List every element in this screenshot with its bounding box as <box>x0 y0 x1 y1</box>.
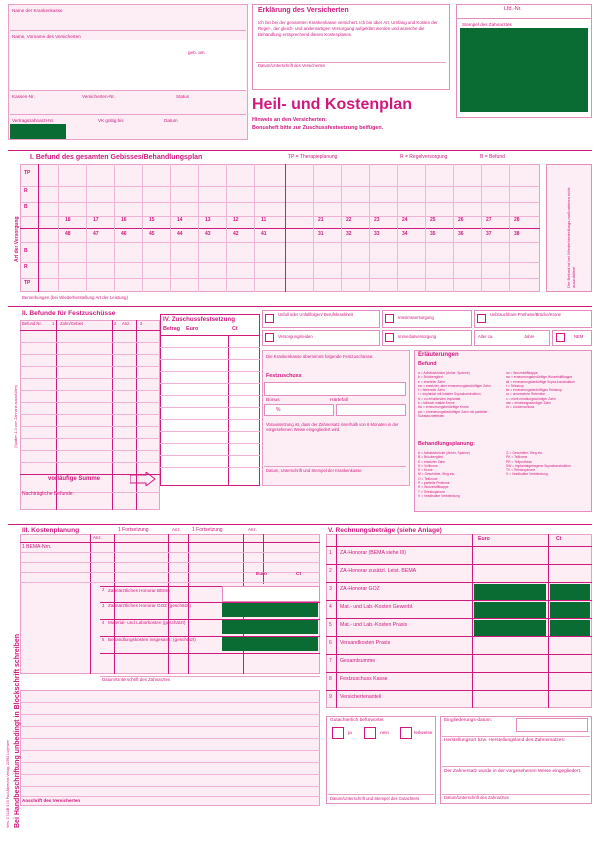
section2-side-note: (Spalten 1-3 vom Zahnarzt auszufüllen) <box>14 385 18 448</box>
section3-row-label-4: Material- und Laborkosten (geschätzt) <box>108 620 186 625</box>
erl-item: sw = erneuerungsbedürftige Wurzelstiftkappe <box>506 375 573 380</box>
section3-fortsetzung-2: 1 Fortsetzung <box>192 527 223 533</box>
vorlaeufige-summe-label: vorläufige Summe <box>48 476 101 482</box>
erlaeuterungen-title: Erläuterungen <box>418 352 459 358</box>
tooth-21: 21 <box>318 217 324 223</box>
lfd-nr-label: Lfd.-Nr. <box>504 6 522 12</box>
row-label: Mat.- und Lab.-Kosten Praxis <box>340 622 408 628</box>
row-value-green[interactable] <box>474 602 546 618</box>
erl-item: e = ersetzter Zahn <box>418 379 445 384</box>
tooth-36: 36 <box>458 231 464 237</box>
erl-item: tw = erneuerungsbedürftiges Teleskop <box>506 388 562 393</box>
erklaerung-text: Ich bin bei der genannten Krankenkasse versichert. Ich bin über Art, Umfang und Kosten der Regel-, der gleich- und andersartigen Versorgung aufgeklärt worden und wünsche die Behandlung entsprechend dieses Kostenplanes. <box>258 20 438 37</box>
section2-col-anz: Anz. <box>122 321 131 326</box>
tooth-28: 28 <box>514 217 520 223</box>
row-value-green[interactable] <box>474 584 546 600</box>
section3-signature: Datum/Unterschrift des Zahnarztes <box>102 677 171 682</box>
erl-item: O = Teilkrone <box>418 476 438 481</box>
versorgungsleiden-checkbox[interactable] <box>265 333 274 342</box>
status-label: Status <box>176 94 190 99</box>
nem-label: NEM <box>574 334 584 339</box>
versicherten-nr-label: Versicherten-Nr. <box>82 94 115 99</box>
row-label-tp-2: TP <box>24 280 31 286</box>
tooth-15: 15 <box>149 217 155 223</box>
tooth-14: 14 <box>177 217 183 223</box>
section4-ct: Ct <box>232 326 238 332</box>
section4-title: IV. Zuschussfestsetzung <box>163 316 235 323</box>
vendor-note: Vers. Z 311/B 5.05 Paul Albrechts Verlag, 22952 Lütjensee <box>6 740 10 828</box>
section4-betrag: Betrag <box>163 326 181 332</box>
erl-item: M = Geschiebe, Steg etc. <box>418 472 456 477</box>
erl-item: E = ersetzter Zahn <box>418 459 446 464</box>
immediat-checkbox[interactable] <box>385 333 394 342</box>
erl-befund-left <box>418 371 502 418</box>
erl-item: B = Brückenglied <box>418 455 444 460</box>
section3-anz-0: Anz. <box>93 535 102 540</box>
tooth-45: 45 <box>149 231 155 237</box>
erl-item: i = Implantat mit intakter Suprakonstruktion <box>418 392 481 397</box>
row-ct-green[interactable] <box>550 584 590 600</box>
unbrauchbar-label: Unbrauchbare Prothese/Brücke/Krone <box>490 312 561 317</box>
section3-ct: Ct <box>296 572 302 577</box>
nachtraegliche-label: Nachträgliche Befunde: <box>22 491 74 497</box>
tooth-25: 25 <box>430 217 436 223</box>
section5-ct: Ct <box>556 536 562 542</box>
geb-am-label: geb. am <box>188 50 205 55</box>
divider-3 <box>10 114 246 115</box>
row-label-r-1: R <box>24 188 28 194</box>
anschrift-block[interactable] <box>20 690 320 806</box>
section2-col-zahn: Zahn/Gebiet <box>60 321 84 326</box>
row-no: 1 <box>329 550 332 556</box>
interims-checkbox[interactable] <box>385 314 394 323</box>
kassen-nr-label: Kassen-Nr. <box>12 94 35 99</box>
tooth-33: 33 <box>374 231 380 237</box>
erl-item: ew = ersetzter, aber erneuerungsbedürftiger Zahn <box>418 383 491 388</box>
section5-euro: Euro <box>478 536 490 542</box>
section3-row-label-5: Behandlungskosten insgesamt: (geschätzt) <box>108 637 196 642</box>
erklaerung-title: Erklärung des Versicherten <box>258 7 349 14</box>
section3-value-3[interactable] <box>222 603 318 617</box>
tooth-17: 17 <box>93 217 99 223</box>
tooth-26: 26 <box>458 217 464 223</box>
tooth-12: 12 <box>233 217 239 223</box>
erl-item: a = Adhäsivbrücke (Anker, Spanne) <box>418 371 470 375</box>
erl-item: SW = implantatgetragene Suprakonstruktion <box>506 463 571 468</box>
section1-side-label: Art der Versorgung <box>14 216 20 262</box>
legend-b: B = Befund <box>480 154 505 160</box>
tooth-41: 41 <box>261 231 267 237</box>
jahre-label: Jahre <box>524 334 535 339</box>
erl-behandlung-left <box>418 451 502 498</box>
herstellungsort-label: Herstellungsort bzw. Herstellungsland des Zahnersatzes: <box>444 738 566 743</box>
section1-top-rule <box>8 150 592 151</box>
row-no: 2 <box>329 568 332 574</box>
erl-item: TV = Teleskopkrone <box>506 468 536 473</box>
erl-item: sk = erneuerungsbedürftige Supra-konstruktion <box>506 379 575 384</box>
herstellungsort-field[interactable] <box>442 754 590 766</box>
vorgesehen-label: Der Zahnersatz wurde in der vorgesehenen Weise eingegliedert. <box>444 769 582 774</box>
row-no: 7 <box>329 658 332 664</box>
erl-item: T = Teleskopkrone <box>418 489 445 494</box>
erl-item: ür = Lückenschluss <box>506 405 535 410</box>
row-label: ZA-Honorar zusätzl. Leist. BEMA <box>340 568 417 574</box>
row-no: 9 <box>329 694 332 700</box>
erl-item: f = fehlender Zahn <box>418 388 445 393</box>
festzuschuss-label: Festzuschuss <box>266 373 302 379</box>
section3-fortsetzung-1: 1 Fortsetzung <box>118 527 149 533</box>
legend-tp: TP = Therapieplanung <box>288 154 338 160</box>
erl-item: t = Teleskop <box>506 383 524 388</box>
row-label-tp-1: TP <box>24 170 31 176</box>
row-label-b-1: B <box>24 204 28 210</box>
erl-befund-right <box>506 371 590 410</box>
row-label: Mat.- und Lab.-Kosten Gewerbl. <box>340 604 414 610</box>
erl-behandlung-right <box>506 451 590 477</box>
section3-title: III. Kostenplanung <box>22 527 80 534</box>
row-label: Gesamtsumme <box>340 658 376 664</box>
row-value-green[interactable] <box>474 620 546 636</box>
section2-title: II. Befunde für Festzuschüsse <box>22 310 116 317</box>
section1-remarks-label: Bemerkungen (bei Wiederherstellung Art der Leistung) <box>22 295 128 300</box>
vk-gueltig-label: VK gültig bis <box>98 118 124 123</box>
tooth-11: 11 <box>261 217 267 223</box>
divider-2 <box>10 90 246 91</box>
section4-block <box>160 314 260 486</box>
tooth-32: 32 <box>346 231 352 237</box>
legend-r: R = Regelversorgung <box>400 154 448 160</box>
divider <box>10 30 246 31</box>
section3-value-5[interactable] <box>222 637 318 651</box>
zuschuss-signature: Datum, Unterschrift und Stempel der Krankenkasse <box>266 468 362 473</box>
zuschuss-hinweis: Voraussetzung ist, dass der Zahnersatz innerhalb von 6 Monaten in der vorgesehenen Weise eingegliedert wird. <box>266 422 399 433</box>
bema-nrn-label: 1 BEMA-Nrn. <box>22 544 52 550</box>
erl-item: PK = Teilkrone <box>506 455 528 460</box>
erl-item: k = klinisch intakte Krone <box>418 400 455 405</box>
bonus-label: Bonus <box>266 398 280 403</box>
row-no: 3 <box>329 586 332 592</box>
tooth-34: 34 <box>402 231 408 237</box>
immediat-label: Immediatversorgung <box>398 334 437 339</box>
row-no: 5 <box>329 622 332 628</box>
row-label-b-2: B <box>24 248 28 254</box>
row-no: 6 <box>329 640 332 646</box>
page-title: Heil- und Kostenplan <box>252 96 412 113</box>
versorgungsleiden-label: Versorgungsleiden <box>278 334 313 339</box>
erl-befund-title: Befund <box>418 361 437 367</box>
name-input[interactable] <box>10 40 246 90</box>
stempel-field[interactable] <box>460 28 588 112</box>
tooth-23: 23 <box>374 217 380 223</box>
unbrauchbar-checkbox[interactable] <box>477 314 486 323</box>
datum-label: Datum <box>164 118 178 123</box>
tooth-27: 27 <box>486 217 492 223</box>
tooth-16: 16 <box>121 217 127 223</box>
bonus-field[interactable] <box>264 404 334 416</box>
nem-checkbox[interactable] <box>556 333 565 342</box>
title-hint-2: Bonusheft bitte zur Zuschussfestsetzung beifügen. <box>252 125 384 131</box>
erl-item: ww = erhaltungswürdiger Zahn <box>506 400 551 405</box>
tooth-38: 38 <box>514 231 520 237</box>
row-label: Versichertenanteil <box>340 694 382 700</box>
erklaerung-block <box>252 4 450 90</box>
section2-col2: 2 <box>114 321 117 326</box>
gutachter-signature: Datum/Unterschrift und Stempel des Gutachters <box>330 796 420 801</box>
tooth-35: 35 <box>430 231 436 237</box>
row-label: Versandkosten Praxis <box>340 640 391 646</box>
erl-item: ur = unversehrte Retention <box>506 392 546 397</box>
row-no: 4 <box>329 604 332 610</box>
eingliederung-signature: Datum/Unterschrift des Zahnarztes <box>444 795 509 800</box>
gutachter-title: Gutachterlich befürwortet <box>330 718 384 723</box>
erl-item: kw = erneuerungsbedürftige Krone <box>418 405 469 410</box>
erl-item: V = Vestibuläre Verblendung <box>506 472 548 477</box>
erklaerung-signature-label: Datum/Unterschrift des Versicherten <box>258 63 326 68</box>
erl-item: P = partielle Prothese <box>418 480 450 485</box>
erl-item: K = Krone <box>418 468 433 473</box>
section3-row-no-2: 2 <box>102 587 105 592</box>
unfall-label: Unfall oder Unfallfolgen/ Berufskrankheit <box>278 312 353 317</box>
gutachter-teilweise-label: teilweise <box>414 731 433 736</box>
erl-item: x = nicht erhaltungswürdiger Zahn <box>506 396 556 401</box>
erl-item: G = Geschiebe, Steg etc. <box>506 451 543 455</box>
vertragszahnarzt-nr-label: Vertragszahnarzt-Nr. <box>12 118 55 123</box>
section4-euro: Euro <box>186 326 199 332</box>
title-hint-1: Hinweis an den Versicherten: <box>252 117 327 123</box>
tooth-43: 43 <box>205 231 211 237</box>
row-ct-green[interactable] <box>550 620 590 636</box>
gutachter-nein-label: nein <box>380 731 390 736</box>
alter-label: Alter ca. <box>478 334 494 339</box>
stempel-label: Stempel des Zahnarztes <box>462 22 512 27</box>
erl-item: V = Vestibuläre Verblendung <box>418 493 460 498</box>
gutachter-ja-label: ja <box>348 731 352 736</box>
eingliederung-title: Eingliederungs-datum: <box>444 718 492 723</box>
section3-row-label-3: Zahnärztliches Honorar GOZ (geschätzt) <box>108 603 191 608</box>
tooth-42: 42 <box>233 231 239 237</box>
interims-label: Interimsversorgung <box>398 315 434 320</box>
arrow-icon <box>130 472 156 486</box>
section2-top-rule <box>8 306 592 307</box>
section3-row-no-5: 5 <box>102 637 105 642</box>
section2-col1: 1 <box>52 321 55 326</box>
section3-top-rule <box>8 524 592 525</box>
zuschuss-intro: Die Krankenkasse übernimmt folgende Festzuschüsse: <box>266 354 374 359</box>
section3-value-2[interactable] <box>222 586 320 602</box>
unfall-checkbox[interactable] <box>265 314 274 323</box>
row-ct-green[interactable] <box>550 602 590 618</box>
row-no: 8 <box>329 676 332 682</box>
section3-value-4[interactable] <box>222 620 318 634</box>
tooth-46: 46 <box>121 231 127 237</box>
section5-title: V. Rechnungsbeträge (siehe Anlage) <box>328 527 442 534</box>
section3-euro: Euro <box>256 572 267 577</box>
margin-note: Bei Handbeschriftung unbedingt in Blockschrift schreiben <box>14 633 21 828</box>
erl-item: pw = erneuerungsbedürftiger Zahn mit partieller Substanzdefekten <box>418 409 488 418</box>
tooth-18: 18 <box>65 217 71 223</box>
tooth-grid-right <box>285 164 540 292</box>
percent-label: % <box>276 407 281 413</box>
erl-behandlung-title: Behandlungsplanung: <box>418 441 475 447</box>
row-label: ZA-Honorar (BEMA siehe III) <box>340 550 407 556</box>
tooth-22: 22 <box>346 217 352 223</box>
erl-item: H = Vollkrone <box>418 463 438 468</box>
section3-row-no-4: 4 <box>102 620 105 625</box>
section3-anz-2: Anz. <box>248 527 257 532</box>
tooth-grid-left <box>38 164 285 292</box>
section1-note: Der Befund ist bei Wiederherstellungs-maßnahmen nicht auszufüllen! <box>566 187 576 288</box>
section2-col3: 3 <box>140 321 143 326</box>
row-label-r-2: R <box>24 264 28 270</box>
tooth-48: 48 <box>65 231 71 237</box>
erl-item: rw = Wurzelstiftkappe <box>506 371 538 375</box>
section1-title: I. Befund des gesamten Gebisses/Behandlungsplan <box>30 154 203 161</box>
row-label: Festzuschuss Kasse <box>340 676 388 682</box>
section2-col-befundnr: Befund Nr. <box>22 321 42 326</box>
tooth-13: 13 <box>205 217 211 223</box>
erl-item: ix = zu erhaltendes Implantat <box>418 396 461 401</box>
eingliederung-datum-field[interactable] <box>516 718 588 732</box>
gutachter-ja-checkbox[interactable] <box>332 727 344 739</box>
row-label: ZA-Honorar GOZ <box>340 586 380 592</box>
gutachter-nein-checkbox[interactable] <box>364 727 376 739</box>
section3-row-no-3: 3 <box>102 603 105 608</box>
festzuschuss-field[interactable] <box>264 382 406 396</box>
gutachter-teilweise-checkbox[interactable] <box>400 727 412 739</box>
name-label: Name, Vorname des Versicherten <box>12 34 81 39</box>
anschrift-label: Anschrift des Versicherten <box>22 798 81 803</box>
erl-item: R = Wurzelstiftkappe <box>418 485 449 490</box>
tooth-47: 47 <box>93 231 99 237</box>
section3-anz-1: Anz. <box>172 527 181 532</box>
erl-item: PR = Teilprothese <box>506 459 533 464</box>
tooth-31: 31 <box>318 231 324 237</box>
haertefall-field[interactable] <box>336 404 406 416</box>
tooth-44: 44 <box>177 231 183 237</box>
erl-item: A = Adhäsivbrücke (Anker, Spanne) <box>418 451 470 455</box>
haertefall-label: Härtefall <box>330 398 348 403</box>
tooth-37: 37 <box>486 231 492 237</box>
vertragszahnarzt-nr-field[interactable] <box>10 124 66 139</box>
section3-row-label-2: Zahnärztliches Honorar BEMA <box>108 588 171 593</box>
erl-item: b = Brückenglied <box>418 375 443 380</box>
tooth-24: 24 <box>402 217 408 223</box>
kasse-label: Name der Krankenkasse <box>12 8 63 13</box>
